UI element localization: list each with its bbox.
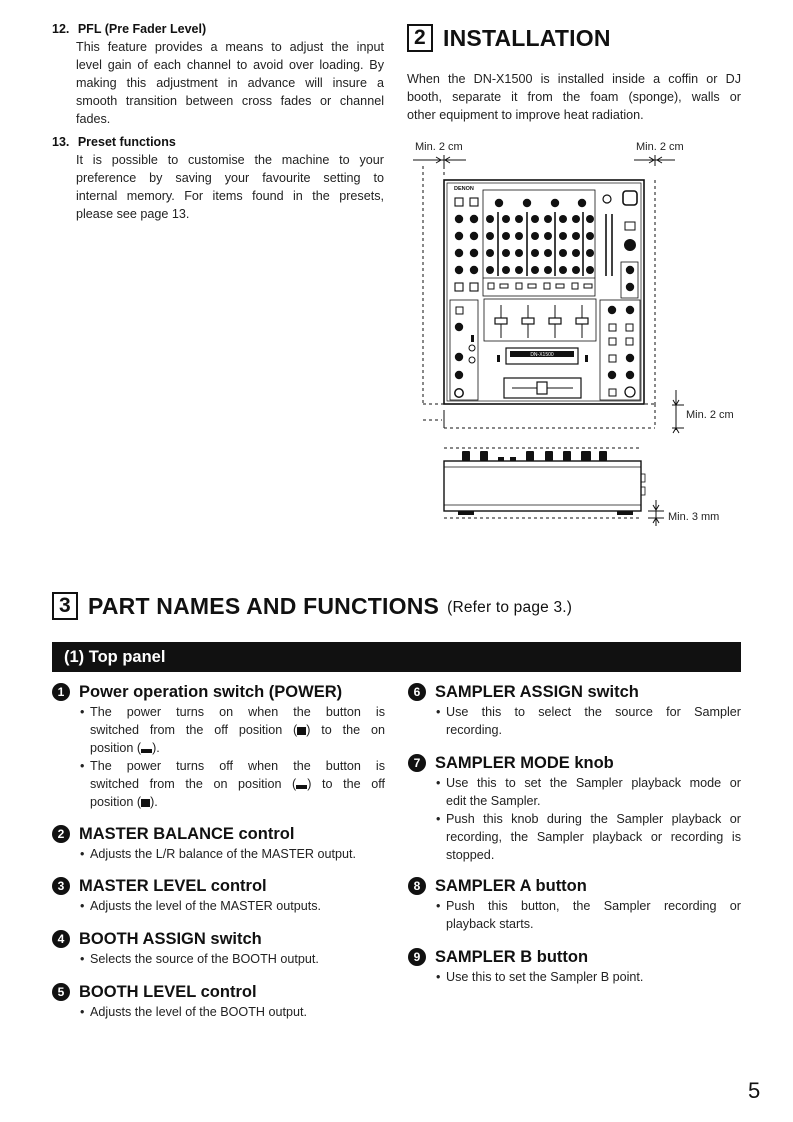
brand-logo: DENON	[454, 186, 474, 192]
item-title: BOOTH LEVEL control	[79, 982, 257, 1001]
item-3	[52, 876, 392, 915]
item-6	[408, 682, 741, 739]
min-bottom-label: Min. 2 cm	[686, 409, 734, 421]
text-line: It is possible to customise the machine to your	[76, 153, 384, 167]
item-number-badge: 9	[408, 948, 426, 966]
bullet-continuation: edit the Sampler.	[446, 794, 541, 808]
section-title: INSTALLATION	[443, 24, 611, 51]
part-names-heading	[52, 592, 572, 620]
item-title: MASTER LEVEL control	[79, 876, 267, 895]
model-display: DN-X1500	[530, 352, 554, 358]
installation-text	[407, 70, 741, 124]
item-4	[52, 929, 392, 968]
off-position-icon	[141, 799, 150, 807]
bullet-continuation: recording.	[446, 723, 503, 737]
installation-diagram	[405, 136, 755, 528]
section-number: 3	[52, 592, 78, 620]
off-position-icon	[297, 727, 306, 735]
item-title: Preset functions	[77, 135, 176, 149]
bullet-continuation: position ( ).	[90, 741, 160, 755]
item-title: SAMPLER MODE knob	[435, 753, 614, 772]
item-1	[52, 682, 385, 811]
bullet-line: • The power turns off when the button is	[78, 757, 385, 775]
bullet-line: • Selects the source of the BOOTH output.	[78, 950, 392, 968]
item-number-badge: 1	[52, 683, 70, 701]
item-number-badge: 3	[52, 877, 70, 895]
bullet-line: • Adjusts the level of the BOOTH output.	[78, 1003, 392, 1021]
bullet-line: • Use this to select the source for Sampler	[434, 703, 741, 721]
item-title: MASTER BALANCE control	[79, 824, 295, 843]
min-side-label: Min. 3 mm	[668, 511, 720, 523]
item-number: 12.	[52, 22, 70, 36]
item-title: BOOTH ASSIGN switch	[79, 929, 262, 948]
item-5	[52, 982, 392, 1021]
bullet-continuation: stopped.	[446, 848, 495, 862]
item-number-badge: 2	[52, 825, 70, 843]
bullet-line: • Push this knob during the Sampler playback or	[434, 810, 741, 828]
item-number-badge: 5	[52, 983, 70, 1001]
item-2	[52, 824, 392, 863]
text-line: smooth transition between cross fades or channel	[76, 94, 384, 108]
text-line: internal memory. For items found in the presets,	[76, 189, 384, 203]
text-line: booth, separate it from the foam (sponge), walls or	[407, 90, 741, 104]
item-8	[408, 876, 741, 933]
bullet-continuation: switched from the on position ( ) to the off	[90, 777, 385, 791]
section-number: 2	[407, 24, 433, 52]
item-number-badge: 4	[52, 930, 70, 948]
item-number-badge: 8	[408, 877, 426, 895]
item-7	[408, 753, 741, 864]
item-12	[52, 20, 384, 128]
text-line: When the DN-X1500 is installed inside a coffin or DJ	[407, 72, 741, 86]
text-line: fades.	[76, 112, 111, 126]
item-title: PFL (Pre Fader Level)	[77, 22, 207, 36]
text-line: making this adjustment in advance will insure a	[76, 76, 384, 90]
on-position-icon	[296, 785, 307, 789]
bullet-line: • Adjusts the level of the MASTER outputs.	[78, 897, 392, 915]
mixer-side-view	[444, 448, 664, 526]
text-line: This feature provides a means to adjust the input	[76, 40, 384, 54]
min-left-label: Min. 2 cm	[415, 141, 463, 153]
item-9	[408, 947, 741, 986]
item-13	[52, 133, 384, 223]
item-title: Power operation switch (POWER)	[79, 682, 343, 701]
page-number: 5	[748, 1078, 761, 1103]
bullet-continuation: switched from the off position ( ) to the on	[90, 723, 385, 737]
min-right-label: Min. 2 cm	[636, 141, 684, 153]
bullet-line: • Push this button, the Sampler recording or	[434, 897, 741, 915]
left-clearance-arrow	[413, 155, 466, 166]
bullet-continuation: playback starts.	[446, 917, 534, 931]
item-title: SAMPLER A button	[435, 876, 587, 895]
bullet-continuation: position ( ).	[90, 795, 158, 809]
installation-heading	[407, 24, 611, 52]
bullet-line: • Use this to set the Sampler playback mode or	[434, 774, 741, 792]
text-line: other equipment to improve heat radiation.	[407, 108, 644, 122]
bullet-line: • Use this to set the Sampler B point.	[434, 968, 741, 986]
top-panel-label: (1) Top panel	[64, 648, 166, 666]
bullet-line: • Adjusts the L/R balance of the MASTER output.	[78, 845, 392, 863]
item-title: SAMPLER ASSIGN switch	[435, 682, 639, 701]
bullet-continuation: recording, the Sampler playback or recording is	[446, 830, 741, 844]
text-line: please see page 13.	[76, 207, 190, 221]
mixer-top-view	[444, 180, 644, 404]
refer-note: (Refer to page 3.)	[447, 598, 573, 616]
section-title: PART NAMES AND FUNCTIONS	[88, 592, 440, 619]
top-panel-bar	[52, 642, 741, 672]
item-number-badge: 7	[408, 754, 426, 772]
on-position-icon	[141, 749, 152, 753]
item-title: SAMPLER B button	[435, 947, 589, 966]
right-clearance-arrow	[634, 155, 675, 166]
item-number: 13.	[52, 135, 70, 149]
text-line: level gain of each channel to avoid over loading. By	[76, 58, 384, 72]
bullet-line: • The power turns on when the button is	[78, 703, 385, 721]
item-number-badge: 6	[408, 683, 426, 701]
text-line: preference by saving your favourite setting to	[76, 171, 384, 185]
